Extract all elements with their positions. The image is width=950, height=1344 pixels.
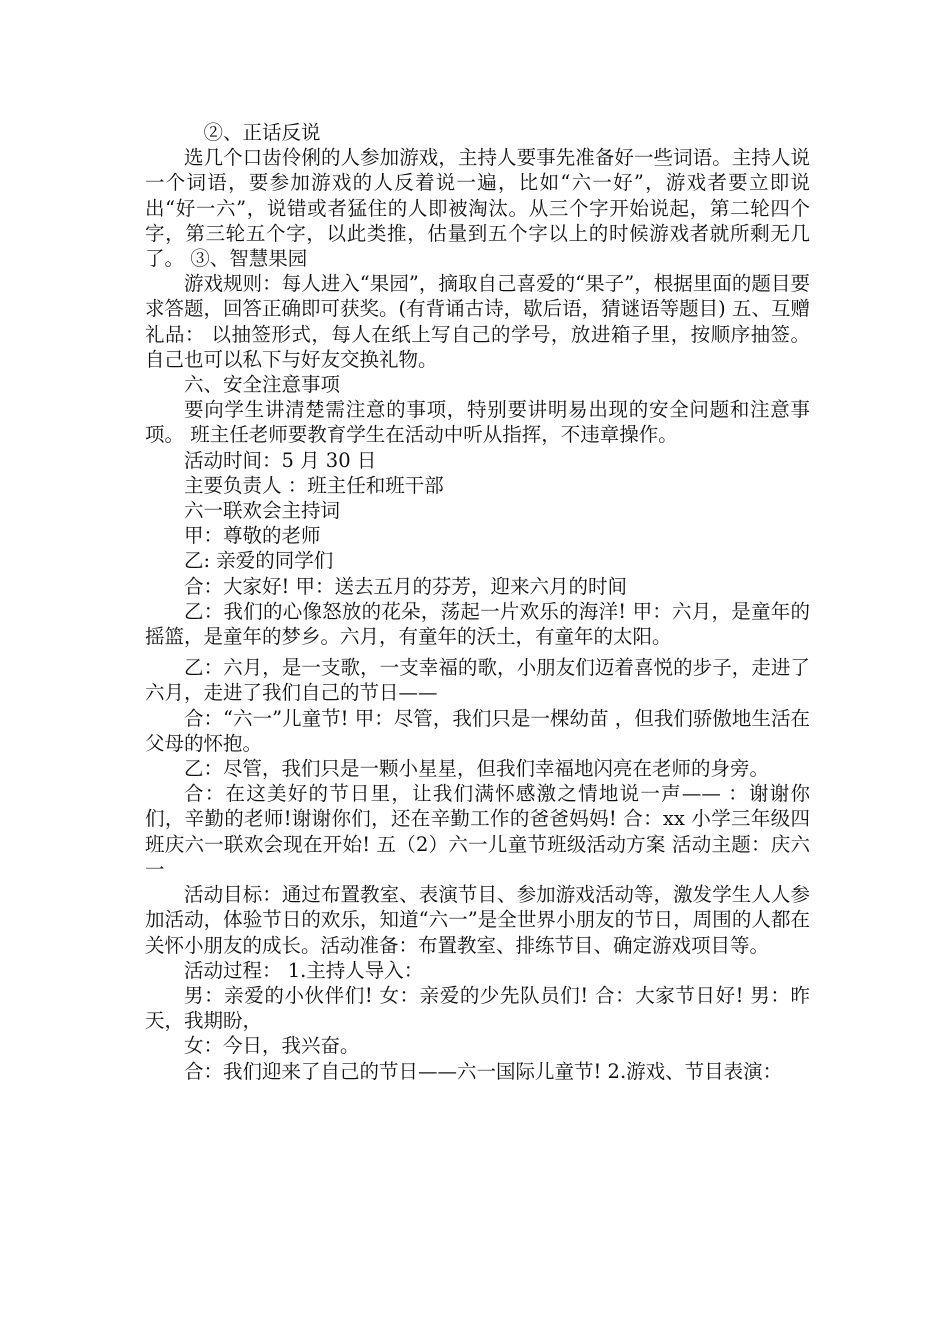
dialogue-line: 乙：我们的心像怒放的花朵，荡起一片欢乐的海洋! 甲：六月，是童年的摇篮，是童年的梦乡。六月，有童年的沃土，有童年的太阳。: [145, 599, 810, 649]
heading-host-script: 六一联欢会主持词: [184, 499, 341, 523]
paragraph: 游戏规则：每人进入“果园”，摘取自己喜爱的“果子”，根据里面的题目要求答题，回答正确即可获奖。(有背诵古诗，歇后语，猜谜语等题目) 五、互赠礼品： 以抽签形式，每人在纸上写自己的学号，放进箱子里，按顺序抽签。自己也可以私下与好友交换礼物。: [145, 272, 810, 371]
document-body: [145, 120, 810, 1084]
dialogue-line: 男：亲爱的小伙伴们! 女：亲爱的少先队员们! 合：大家节日好! 男：昨天，我期盼，: [145, 983, 810, 1033]
dialogue-line: 乙：尽管，我们只是一颗小星星，但我们幸福地闪亮在老师的身旁。: [184, 757, 770, 781]
paragraph-responsible: 主要负责人 ：班主任和班干部: [184, 473, 444, 497]
paragraph-activity-goal: 活动目标：通过布置教室、表演节目、参加游戏活动等，激发学生人人参加活动，体验节日的欢乐，知道“六一”是全世界小朋友的节日，周围的人都在关怀小朋友的成长。活动准备：布置教室、排练节目、确定游戏项目等。: [145, 883, 810, 957]
dialogue-line: 合：我们迎来了自己的节日——六一国际儿童节! 2.游戏、节目表演：: [184, 1059, 783, 1083]
dialogue-line: 甲：尊敬的老师: [184, 524, 321, 548]
paragraph-activity-process: 活动过程： 1.主持人导入：: [184, 958, 424, 982]
paragraph: 要向学生讲清楚需注意的事项，特别要讲明易出现的安全问题和注意事项。 班主任老师要教育学生在活动中听从指挥，不违章操作。: [145, 398, 810, 447]
dialogue-line: 合：“六一”儿童节! 甲：尽管，我们只是一棵幼苗 ，但我们骄傲地生活在父母的怀抱。: [145, 706, 810, 755]
dialogue-line: 乙：六月，是一支歌，一支幸福的歌，小朋友们迈着喜悦的步子，走进了六月，走进了我们自己的节日——: [145, 656, 810, 705]
dialogue-line: 乙: 亲爱的同学们: [184, 549, 334, 573]
paragraph-activity-time: 活动时间：5 月 30 日: [184, 448, 377, 472]
dialogue-line: 合：大家好! 甲：送去五月的芬芳，迎来六月的时间: [184, 574, 628, 598]
paragraph: 选几个口齿伶俐的人参加游戏，主持人要事先准备好一些词语。主持人说一个词语，要参加游戏的人反着说一遍，比如“六一好”，游戏者要立即说出“好一六”，说错或者猛住的人即被淘汰。从三个字开始说起，第二轮四个字，第三轮五个字，以此类推，估量到五个字以上的时候游戏者就所剩无几了。 ③、智慧果园: [145, 146, 810, 271]
section-heading-safety: 六、安全注意事项: [184, 373, 341, 397]
paragraph-heading-reverse-talk: ②、正话反说: [203, 121, 321, 144]
dialogue-line: 女：今日，我兴奋。: [184, 1034, 360, 1058]
dialogue-line: 合：在这美好的节日里，让我们满怀感激之情地说一声—— ：谢谢你们，辛勤的老师!谢谢你们，还在辛勤工作的爸爸妈妈! 合：xx 小学三年级四班庆六一联欢会现在开始! 五（2）六一儿童节班级活动方案 活动主题：庆六一: [145, 782, 810, 881]
